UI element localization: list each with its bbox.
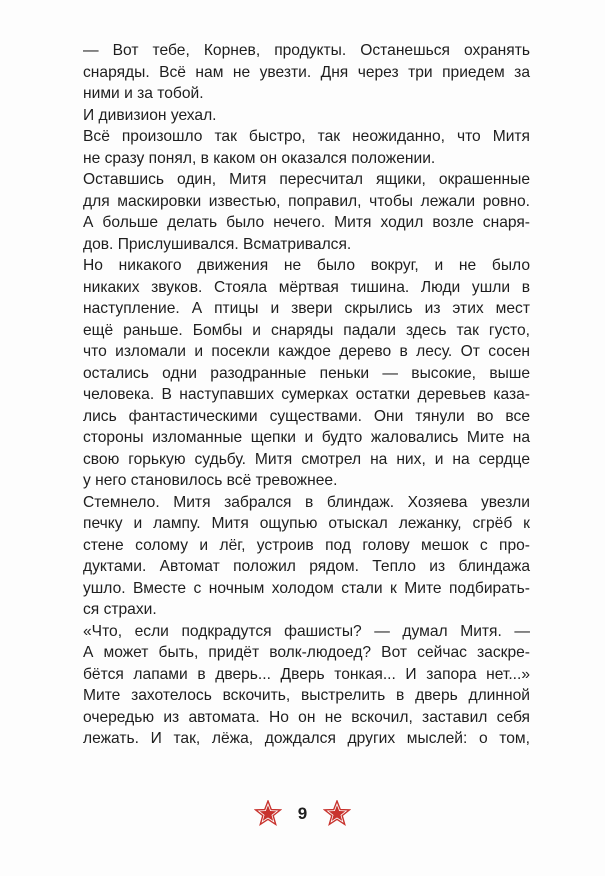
paragraph bbox=[62, 169, 530, 255]
text-line: что изломали и посекли каждое дерево в лесу. От сосен bbox=[83, 343, 530, 360]
text-line: ещё раньше. Бомбы и снаряды падали здесь так густо, bbox=[83, 321, 530, 339]
text-line: Стемнело. Митя забрался в блиндаж. Хозяева увезли bbox=[83, 493, 530, 511]
text-line: бётся лапами в дверь... Дверь тонкая... И запора нет...» bbox=[83, 665, 530, 683]
text-line: для маскировки известью, поправил, чтобы лежали ровно. bbox=[83, 192, 530, 210]
star-icon bbox=[254, 800, 282, 828]
text-line: человека. В наступавших сумерках остатки деревьев каза- bbox=[83, 386, 530, 403]
text-line: Всё произошло так быстро, так неожиданно, что Митя bbox=[83, 128, 530, 145]
text-line: А больше делать было нечего. Митя ходил возле снаря- bbox=[83, 214, 530, 231]
paragraph bbox=[62, 105, 530, 127]
paragraph bbox=[62, 492, 530, 621]
star-icon bbox=[323, 800, 351, 828]
text-line: свою горькую судьбу. Митя смотрел на них, и на сердце bbox=[83, 450, 530, 468]
page-text bbox=[62, 40, 530, 750]
text-line: А может быть, придёт волк-людоед? Вот сейчас заскре- bbox=[83, 644, 530, 661]
paragraph bbox=[62, 621, 530, 750]
page-footer bbox=[0, 796, 605, 832]
text-line: остались одни разодранные пеньки — высокие, выше bbox=[83, 364, 530, 382]
text-line: не сразу понял, в каком он оказался положении. bbox=[83, 149, 436, 167]
text-line: ушло. Вместе с ночным холодом стали к Мите подбирать- bbox=[83, 579, 530, 597]
text-line: стороны изломанные щепки и будто жаловались Мите на bbox=[83, 429, 530, 446]
text-line: очередью из автомата. Но он не вскочил, заставил себя bbox=[83, 708, 530, 726]
text-line: стене солому и лёг, устроив под голову мешок с про- bbox=[83, 536, 530, 554]
text-line: ся страхи. bbox=[83, 601, 157, 618]
text-line: лежать. И так, лёжа, дождался других мыслей: о том, bbox=[83, 730, 530, 747]
text-line: «Что, если подкрадутся фашисты? — думал Митя. — bbox=[83, 622, 530, 640]
text-line: лись фантастическими существами. Они тянули во все bbox=[83, 407, 530, 425]
text-line: ними и за тобой. bbox=[83, 85, 204, 102]
text-line: дуктами. Автомат положил рядом. Тепло из блиндажа bbox=[83, 558, 530, 575]
text-line: дов. Прислушивался. Всматривался. bbox=[83, 235, 352, 253]
text-line: Оставшись один, Митя пересчитал ящики, окрашенные bbox=[83, 171, 530, 188]
text-line: Но никакого движения не было вокруг, и не было bbox=[83, 257, 530, 274]
text-line: наступление. А птицы и звери скрылись из этих мест bbox=[83, 300, 530, 317]
paragraph bbox=[62, 255, 530, 492]
text-line: никаких звуков. Стояла мёртвая тишина. Люди ушли в bbox=[83, 278, 530, 296]
paragraph bbox=[62, 40, 530, 105]
paragraph bbox=[62, 126, 530, 169]
text-line: И дивизион уехал. bbox=[83, 106, 217, 124]
text-line: печку и лампу. Митя ощупью отыскал лежанку, сгрёб к bbox=[83, 515, 530, 532]
text-line: Мите захотелось вскочить, выстрелить в дверь длинной bbox=[83, 687, 530, 704]
text-line: у него становилось всё тревожнее. bbox=[83, 472, 338, 489]
page-number: 9 bbox=[297, 804, 308, 823]
text-line: снаряды. Всё нам не увезти. Дня через три приедем за bbox=[83, 63, 530, 81]
text-line: — Вот тебе, Корнев, продукты. Останешься охранять bbox=[83, 42, 530, 59]
